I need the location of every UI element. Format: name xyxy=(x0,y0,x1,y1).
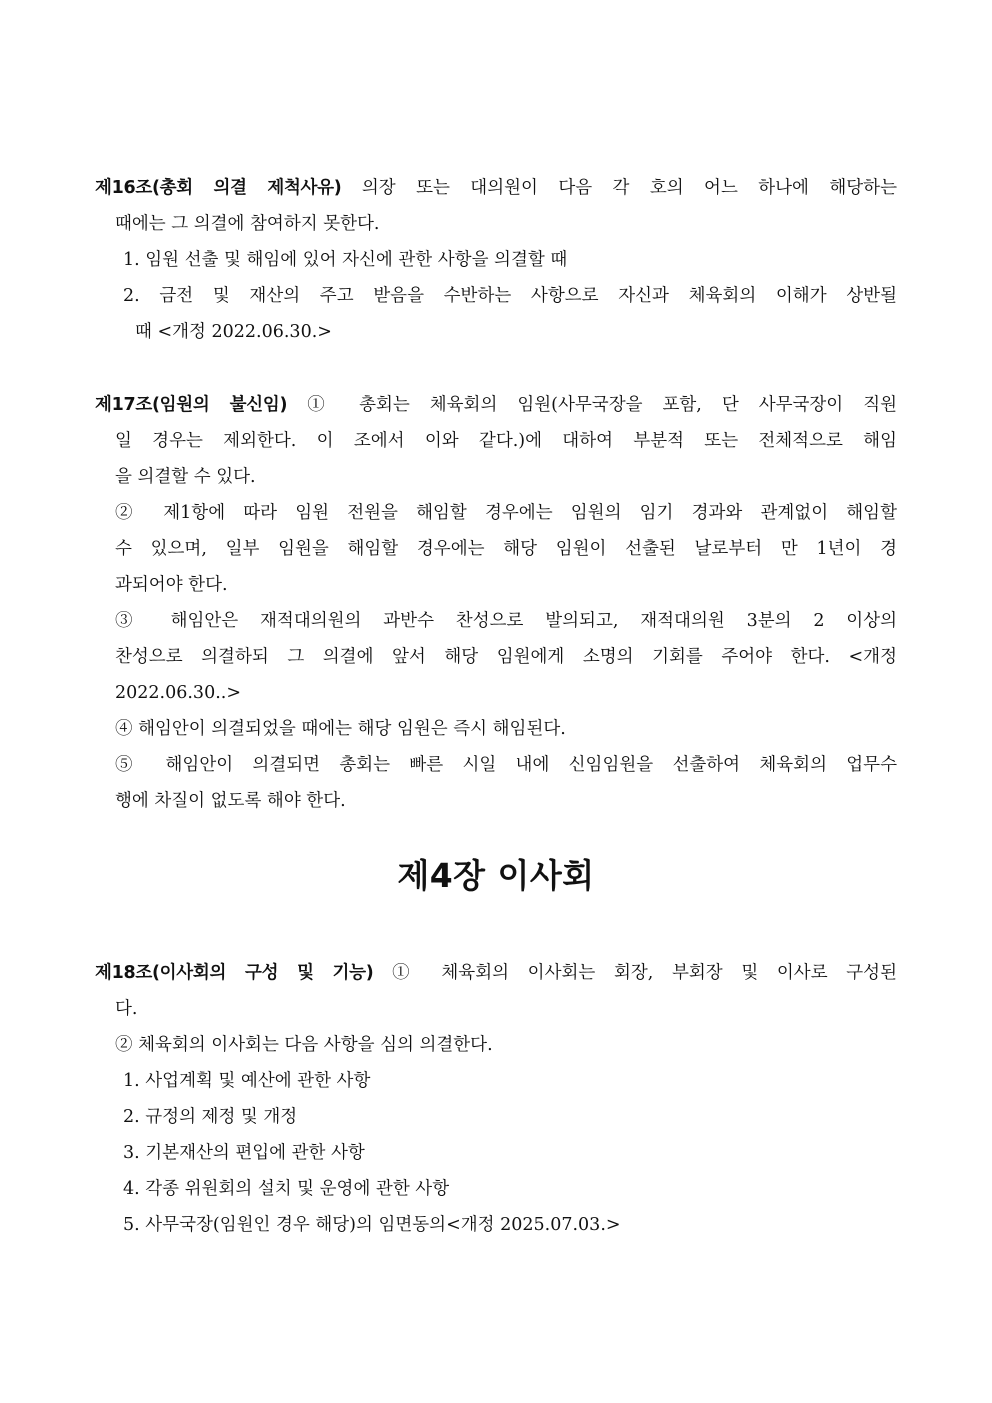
article-18-first-line xyxy=(95,955,897,991)
article-16-first-line xyxy=(95,170,897,206)
article-17-first-line xyxy=(95,387,897,423)
article-16-heading: 제16조(총회 의결 제척사유) xyxy=(95,178,342,198)
article-17-para-5-line-2: 행에 차질이 없도록 해야 한다. xyxy=(115,791,346,811)
article-17-para-1-line-2: 일 경우는 제외한다. 이 조에서 이와 같다.)에 대하여 부분적 또는 전체적으로 해임 xyxy=(115,431,897,451)
article-16-item-1: 1. 임원 선출 및 해임에 있어 자신에 관한 사항을 의결할 때 xyxy=(123,250,568,270)
article-18-para-2: ② 체육회의 이사회는 다음 사항을 심의 의결한다. xyxy=(115,1035,493,1055)
article-17 xyxy=(95,387,897,819)
article-18 xyxy=(95,955,897,1243)
list-item: 4. 각종 위원회의 설치 및 운영에 관한 사항 xyxy=(123,1179,450,1199)
list-item: 5. 사무국장(임원인 경우 해당)의 임면동의<개정 2025.07.03.> xyxy=(123,1215,621,1235)
article-18-para-1: ① 체육회의 이사회는 회장, 부회장 및 이사로 구성된 xyxy=(392,963,897,983)
article-17-para-5: ⑤ 해임안이 의결되면 총회는 빠른 시일 내에 신임임원을 선출하여 체육회의 업무수 xyxy=(115,755,897,775)
article-18-heading: 제18조(이사회의 구성 및 기능) xyxy=(95,963,374,983)
article-17-para-3-line-3: 2022.06.30..> xyxy=(115,683,241,703)
article-16 xyxy=(95,170,897,350)
article-17-para-4: ④ 해임안이 의결되었을 때에는 해당 임원은 즉시 해임된다. xyxy=(115,719,566,739)
article-17-para-1-line-3: 을 의결할 수 있다. xyxy=(115,467,256,487)
article-16-item-2-cont: 때 <개정 2022.06.30.> xyxy=(135,322,332,342)
chapter-title: 제4장 이사회 xyxy=(397,856,595,895)
article-17-heading: 제17조(임원의 불신임) xyxy=(95,395,288,415)
article-17-para-3: ③ 해임안은 재적대의원의 과반수 찬성으로 발의되고, 재적대의원 3분의 2 이상의 xyxy=(115,611,897,631)
article-17-para-2-line-3: 과되어야 한다. xyxy=(115,575,228,595)
article-16-item-2: 2. 금전 및 재산의 주고 받음을 수반하는 사항으로 자신과 체육회의 이해가 상반될 xyxy=(123,286,897,306)
article-16-text-2: 때에는 그 의결에 참여하지 못한다. xyxy=(115,214,380,234)
article-17-para-2-line-2: 수 있으며, 일부 임원을 해임할 경우에는 해당 임원이 선출된 날로부터 만 1년이 경 xyxy=(115,539,897,559)
article-17-para-3-line-2: 찬성으로 의결하되 그 의결에 앞서 해당 임원에게 소명의 기회를 주어야 한다. <개정 xyxy=(115,647,897,667)
list-item: 1. 사업계획 및 예산에 관한 사항 xyxy=(123,1071,371,1091)
list-item: 3. 기본재산의 편입에 관한 사항 xyxy=(123,1143,365,1163)
article-16-text-1: 의장 또는 대의원이 다음 각 호의 어느 하나에 해당하는 xyxy=(361,178,897,198)
article-17-para-2: ② 제1항에 따라 임원 전원을 해임할 경우에는 임원의 임기 경과와 관계없이 해임할 xyxy=(115,503,897,523)
list-item: 2. 규정의 제정 및 개정 xyxy=(123,1107,298,1127)
article-17-para-1: ① 총회는 체육회의 임원(사무국장을 포함, 단 사무국장이 직원 xyxy=(307,395,897,415)
article-18-para-1-line-2: 다. xyxy=(115,999,138,1019)
